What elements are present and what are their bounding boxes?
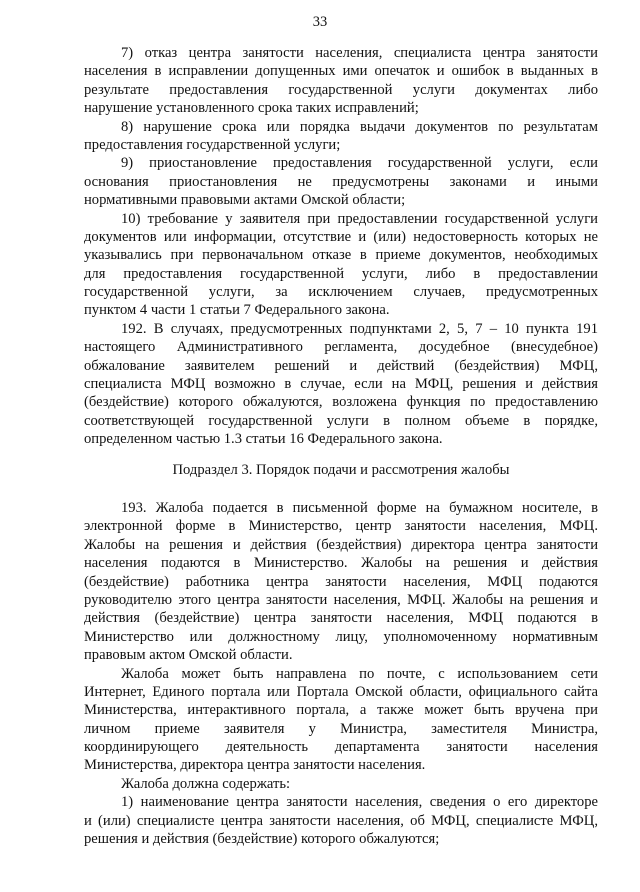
text-line: правовым актом Омской области.: [84, 647, 293, 664]
paragraph-p9: [84, 154, 598, 209]
text-line: Интернет, Единого портала или Портала Омской области, официального сайта: [84, 683, 598, 700]
paragraph-p8: [84, 118, 598, 155]
text-line: населения подаются в Министерство. Жалобы на решения и действия: [84, 555, 598, 572]
text-line: 192. В случаях, предусмотренных подпунктами 2, 5, 7 – 10 пункта 191: [121, 320, 598, 337]
text-line: действия (бездействие) центра занятости населения, МФЦ подаются в: [84, 610, 598, 627]
text-line: определенном частью 1.3 статьи 16 Федерального закона.: [84, 431, 443, 448]
paragraph-p_mail: [84, 665, 598, 775]
text-line: населения в исправлении допущенных ими опечаток и ошибок в выданных в: [84, 63, 598, 80]
text-line: предоставления государственной услуги;: [84, 136, 341, 153]
text-line: настоящего Административного регламента, досудебное (внесудебное): [84, 339, 598, 356]
text-line: руководителю этого центра занятости населения, МФЦ. Жалобы на решения и: [84, 591, 598, 608]
text-line: (бездействие) которого обжалуются, возложена функция по предоставлению: [84, 394, 598, 411]
section-heading: Подраздел 3. Порядок подачи и рассмотрения жалобы: [172, 461, 510, 478]
paragraph-p_contain: [84, 775, 598, 793]
text-line: личном приеме заявителя у Министра, заместителя Министра,: [84, 720, 598, 737]
paragraph-p_item1: [84, 793, 598, 848]
text-line: Жалоба должна содержать:: [121, 775, 291, 792]
paragraph-p192: [84, 320, 598, 449]
text-line: нормативными правовыми актами Омской области;: [84, 192, 406, 209]
text-line: Жалоба может быть направлена по почте, с использованием сети: [121, 665, 598, 682]
text-line: документов или информации, отсутствие и (или) недостоверность которых не: [84, 228, 598, 245]
text-line: пунктом 4 части 1 статьи 7 Федерального закона.: [84, 302, 390, 319]
text-line: Жалобы на решения и действия (бездействия) директора центра занятости: [84, 536, 598, 553]
text-line: электронной форме в Министерство, центр занятости населения, МФЦ.: [84, 518, 598, 535]
document-body: [84, 44, 598, 848]
text-line: указывались при первоначальном отказе в приеме документов, необходимых: [84, 247, 598, 264]
text-line: Министерство или должностному лицу, уполномоченному нормативным: [84, 628, 598, 645]
text-line: соответствующей государственной услуги в полном объеме в порядке,: [84, 412, 598, 429]
text-line: 8) нарушение срока или порядка выдачи документов по результатам: [121, 118, 598, 135]
text-line: для предоставления государственной услуги, либо в предоставлении: [84, 265, 598, 282]
text-line: 10) требование у заявителя при предоставлении государственной услуги: [121, 210, 598, 227]
text-line: специалиста МФЦ возможно в случае, если на МФЦ, решения и действия: [84, 376, 598, 393]
text-line: решения и действия (бездействие) которого обжалуются;: [84, 831, 440, 848]
text-line: нарушение установленного срока таких исправлений;: [84, 100, 419, 117]
text-line: государственной услуги, за исключением случаев, предусмотренных: [84, 284, 598, 301]
text-line: и (или) специалисте центра занятости населения, об МФЦ, специалисте МФЦ,: [84, 812, 598, 829]
text-line: 193. Жалоба подается в письменной форме на бумажном носителе, в: [121, 499, 598, 516]
text-line: 1) наименование центра занятости населения, сведения о его директоре: [121, 794, 598, 811]
text-line: Министерства, директора центра занятости населения.: [84, 757, 426, 774]
text-line: основания приостановления не предусмотрены законами и иными: [84, 173, 598, 190]
paragraph-p7: [84, 44, 598, 118]
paragraph-p193: [84, 499, 598, 665]
page-number: 33: [312, 14, 328, 30]
text-line: координирующего деятельность департамента занятости населения: [84, 739, 598, 756]
text-line: 7) отказ центра занятости населения, специалиста центра занятости: [121, 45, 598, 61]
text-line: обжалование заявителем решений и действий (бездействия) МФЦ,: [84, 357, 598, 374]
paragraph-p10: [84, 210, 598, 320]
text-line: (бездействие) работника центра занятости населения, МФЦ подаются: [84, 573, 598, 590]
text-line: 9) приостановление предоставления государственной услуги, если: [121, 155, 598, 172]
text-line: результате предоставления государственной услуги документах либо: [84, 81, 598, 98]
text-line: Министерства, интерактивного портала, а также может быть вручена при: [84, 702, 598, 719]
